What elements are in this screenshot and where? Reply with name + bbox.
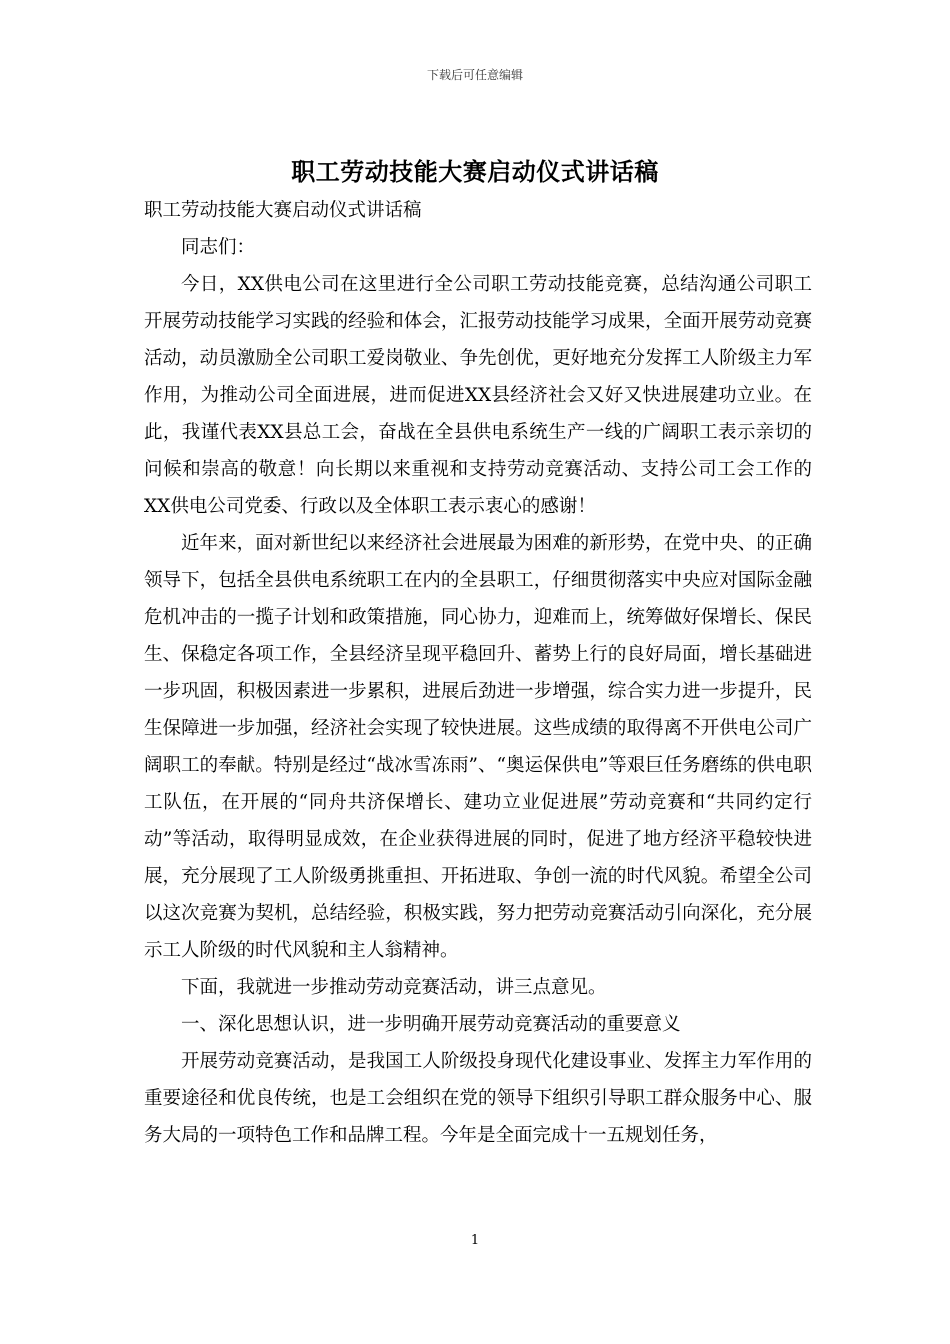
paragraph: 今日，XX供电公司在这里进行全公司职工劳动技能竞赛，总结沟通公司职工开展劳动技能学习实践的经验和体会，汇报劳动技能学习成果，全面开展劳动竞赛活动，动员激励全公司职工爱岗敬业、争先创优，更好地充分发挥工人阶级主力军作用，为推动公司全面进展，进而促进XX县经济社会又好又快进展建功立业。在此，我谨代表XX县总工会，奋战在全县供电系统生产一线的广阔职工表示亲切的问候和崇高的敬意！向长期以来重视和支持劳动竞赛活动、支持公司工会工作的XX供电公司党委、行政以及全体职工表示衷心的感谢！ [144,274,812,517]
paragraph: 近年来，面对新世纪以来经济社会进展最为困难的新形势，在党中央、的正确领导下，包括全县供电系统职工在内的全县职工，仔细贯彻落实中央应对国际金融危机冲击的一揽子计划和政策措施，同心协力，迎难而上，统筹做好保增长、保民生、保稳定各项工作，全县经济呈现平稳回升、蓄势上行的良好局面，增长基础进一步巩固，积极因素进一步累积，进展后劲进一步增强，综合实力进一步提升，民生保障进一步加强，经济社会实现了较快进展。这些成绩的取得离不开供电公司广阔职工的奉献。特别是经过“战冰雪冻雨”、“奥运保供电”等艰巨任务磨练的供电职工队伍，在开展的“同舟共济保增长、建功立业促进展”劳动竞赛和“共同约定行动”等活动，取得明显成效，在企业获得进展的同时，促进了地方经济平稳较快进展，充分展现了工人阶级勇挑重担、开拓进取、争创一流的时代风貌。希望全公司以这次竞赛为契机，总结经验，积极实践，努力把劳动竞赛活动引向深化，充分展示工人阶级的时代风貌和主人翁精神。 [144,533,812,961]
paragraph: 开展劳动竞赛活动，是我国工人阶级投身现代化建设事业、发挥主力军作用的重要途径和优良传统，也是工会组织在党的领导下组织引导职工群众服务中心、服务大局的一项特色工作和品牌工程。今年是全面完成十一五规划任务， [144,1051,812,1146]
document-body [144,192,812,1154]
header-note: 下载后可任意编辑 [426,68,523,82]
document-subtitle: 职工劳动技能大赛启动仪式讲话稿 [144,200,422,221]
section-heading: 一、深化思想认识，进一步明确开展劳动竞赛活动的重要意义 [181,1014,681,1035]
page-number: 1 [470,1233,480,1248]
document-title: 职工劳动技能大赛启动仪式讲话稿 [291,157,659,186]
paragraph-salutation: 同志们： [181,237,256,258]
paragraph: 下面，我就进一步推动劳动竞赛活动，讲三点意见。 [181,977,607,998]
